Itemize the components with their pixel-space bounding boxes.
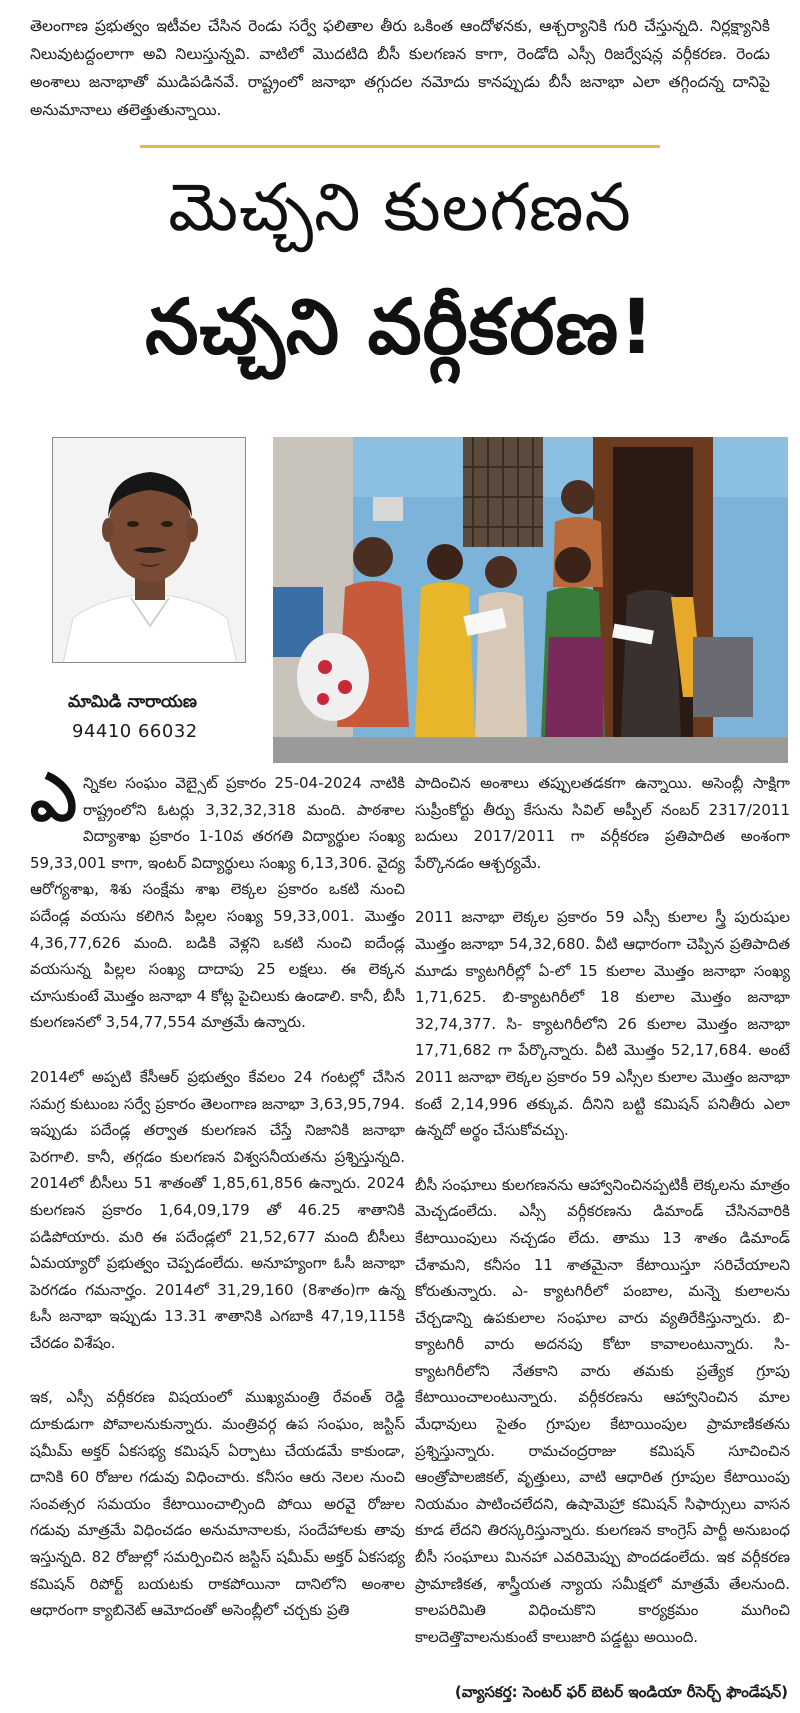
article-paragraph-text: న్నికల సంఘం వెబ్సైట్ ప్రకారం 25-04-2024 నాటికి రాష్ట్రంలోని ఓటర్లు 3,32,32,318 మంది. పాఠశాల విద్యాశాఖ ప్రకారం 1-10వ తరగతి విద్యార్థుల సంఖ్య 59,33,001 కాగా, ఇంటర్ విద్యార్థులు సంఖ్య 6,13,306. వైద్య ఆరోగ్యశాఖ, శిశు సంక్షేమ శాఖ లెక్కల ప్రకారం ఒకటి నుంచి పదేండ్ల వయసు కలిగిన పిల్లల సంఖ్య 59,33,001. మొత్తం 4,36,77,626 మంది. బడికి వెళ్లని ఒకటి నుంచి ఐదేండ్ల వయసున్న పిల్లల సంఖ్య దాదాపు 25 లక్షలు. ఈ లెక్కన చూసుకుంటే మొత్తం జనాభా 4 కోట్ల పైచిలుకు ఉండాలి. కానీ, బీసీ కులగణనలో 3,54,77,554 మాత్రమే ఉన్నారు.	[30, 774, 405, 1032]
author-portrait	[52, 437, 246, 663]
divider-rule	[140, 145, 660, 148]
headline-line-1: మెచ్చని కులగణన	[168, 169, 632, 246]
article-paragraph: 2011 జనాభా లెక్కల ప్రకారం 59 ఎస్సీ కులాల స్త్రీ పురుషుల మొత్తం జనాభా 54,32,680. వీటి ఆధారంగా చెప్పిన ప్రతిపాదిత మూడు క్యాటగిరీల్లో ఏ-లో 15 కులాల మొత్తం జనాభా సంఖ్య 1,71,625. బి-క్యాటగిరీలో 18 కులాల మొత్తం జనాభా 32,74,377. సి- క్యాటగిరీలోని 26 కులాల మొత్తం జనాభా 17,71,682 గా పేర్కొన్నారు. వీటి మొత్తం 52,17,684. అంటే 2011 జనాభా లెక్కల ప్రకారం 59 ఎస్సీల కులాల మొత్తం జనాభా కంటే 2,14,996 తక్కువ. దీనిని బట్టి కమిషన్ పనితీరు ఎలా ఉన్నదో అర్థం చేసుకోవచ్చు.	[415, 908, 790, 1140]
article-paragraph	[30, 759, 405, 1036]
intro-paragraph: తెలంగాణ ప్రభుత్వం ఇటీవల చేసిన రెండు సర్వే ఫలితాల తీరు ఒకింత ఆందోళనకు, ఆశ్చర్యానికి గురి చేస్తున్నది. నిర్లక్ష్యానికి నిలువుటద్దంలాగా అవి నిలుస్తున్నవి. వాటిలో మొదటిది బీసీ కులగణన కాగా, రెండోది ఎస్సీ రిజర్వేషన్ల వర్గీకరణ. రెండు అంశాలు జనాభాతో ముడిపడినవే. రాష్ట్రంలో జనాభా తగ్గుదల నమోదు కానప్పుడు బీసీ జనాభా ఎలా తగ్గిందన్న దానిపై అనుమానాలు తలెత్తుతున్నాయి.	[30, 17, 770, 119]
article-column-left	[30, 759, 405, 1675]
survey-photo-illustration	[273, 437, 788, 763]
drop-cap: ఎ	[30, 759, 77, 836]
article-column-right	[415, 770, 790, 1675]
author-affiliation-note: (వ్యాసకర్త: సెంటర్ ఫర్ బెటర్ ఇండియా రీసెర్చ్ ఫౌండేషన్)	[454, 1683, 788, 1701]
article-paragraph: పాదించిన అంశాలు తప్పులతడకగా ఉన్నాయి. అసెంబ్లీ సాక్షిగా సుప్రీంకోర్టు తీర్పు కేసును సివిల్ అప్పీల్ నంబర్ 2317/2011 బదులు 2017/2011 గా వర్గీకరణ ప్రతిపాదిత అంశంగా పేర్కొనడం ఆశ్చర్యమే.	[415, 774, 790, 872]
author-portrait-illustration	[53, 438, 246, 663]
author-name: మామిడి నారాయణ	[68, 692, 197, 712]
article-paragraph: 2014లో అప్పటి కేసీఆర్ ప్రభుత్వం కేవలం 24 గంటల్లో చేసిన సమగ్ర కుటుంబ సర్వే ప్రకారం తెలంగాణ జనాభా 3,63,95,794. ఇప్పుడు పదేండ్ల తర్వాత కులగణన చేస్తే నిజానికి జనాభా పెరగాలి. కానీ, తగ్గడం కులగణన విశ్వసనీయతను ప్రశ్నిస్తున్నది. 2014లో బీసీలు 51 శాతంతో 1,85,61,856 ఉన్నారు. 2024 కులగణన ప్రకారం 1,64,09,179 తో 46.25 శాతానికి పడిపోయారు. మరి ఈ పదేండ్లలో 21,52,677 మంది బీసీలు ఏమయ్యారో ప్రభుత్వం చెప్పడంలేదు. అనూహ్యంగా ఓసీ జనాభా పెరగడం గమనార్హం. 2014లో 31,29,160 (8శాతం)గా ఉన్న ఓసీ జనాభా ఇప్పుడు 13.31 శాతానికి ఎగబాకి 47,19,115కి చేరడం విశేషం.	[30, 1067, 405, 1352]
article-paragraph: ఇక, ఎస్సీ వర్గీకరణ విషయంలో ముఖ్యమంత్రి రేవంత్ రెడ్డి దూకుడుగా పోవాలనుకున్నారు. మంత్రివర్గ ఉప సంఘం, జస్టిస్ షమీమ్ అక్తర్ ఏకసభ్య కమిషన్ ఏర్పాటు చేయడమే కాకుండా, దానికి 60 రోజుల గడువు విధించారు. కనీసం ఆరు నెలల నుంచి సంవత్సర సమయం కేటాయించాల్సింది పోయి అరవై రోజుల గడువు మాత్రమే విధించడం అనుమానాలకు, సందేహాలకు తావు ఇస్తున్నది. 82 రోజుల్లో సమర్పించిన జస్టిస్ షమీమ్ అక్తర్ ఏకసభ్య కమిషన్ రిపోర్ట్ బయటకు రాకపోయినా దానిలోని అంశాల ఆధారంగా క్యాబినెట్ ఆమోదంతో అసెంబ్లీలో చర్చకు ప్రతి	[30, 1388, 405, 1620]
author-phone: 94410 66032	[72, 721, 198, 742]
survey-photo	[273, 437, 788, 763]
article-paragraph: బీసీ సంఘాలు కులగణనను ఆహ్వానించినప్పటికీ లెక్కలను మాత్రం మెచ్చడంలేదు. ఎస్సీ వర్గీకరణను డిమాండ్ చేసినవారికి కేటాయింపులు నచ్చడం లేదు. తాము 13 శాతం డిమాండ్ చేశామని, కనీసం 11 శాతమైనా కేటాయిస్తూ సరిచేయాలని కోరుతున్నారు. ఎ- క్యాటగిరీలో పంబాల, మన్నె కులాలను చేర్చడాన్ని ఉపకులాల సంఘాల వారు వ్యతిరేకిస్తున్నారు. బి-క్యాటగిరీ వారు అదనపు కోటా కావాలంటున్నారు. సి- క్యాటగిరీలోని నేతకాని వారు తమకు ప్రత్యేక గ్రూపు కేటాయించాలంటున్నారు. వర్గీకరణను ఆహ్వానించిన మాల మేధావులు సైతం గ్రూపుల కేటాయింపుల ప్రామాణికతను ప్రశ్నిస్తున్నారు. రామచంద్రరాజు కమిషన్ సూచించిన ఆంత్రోపాలజికల్, వృత్తులు, వాటి ఆధారిత గ్రూపుల కేటాయింపు నియమం పాటించలేదని, ఉషామెహ్రా కమిషన్ సిఫార్సులు వాసన కూడ లేదని తిరస్కరిస్తున్నారు. కులగణన కాంగ్రెస్ పార్టీ అనుబంధ బీసీ సంఘాలు మినహా ఎవరిమెప్పు పొందడంలేదు. ఇక వర్గీకరణ ప్రామాణికత, శాస్త్రీయత న్యాయ సమీక్షలో మాత్రమే తేలనుంది. కాలపరిమితి విధించుకొని కార్యక్రమం ముగించి కాలదెత్తొవాలనుకుంటే కాలుజారి పడ్డట్టు అయింది.	[415, 1175, 790, 1646]
headline-line-2: నచ్చని వర్గీకరణ!	[145, 282, 655, 371]
